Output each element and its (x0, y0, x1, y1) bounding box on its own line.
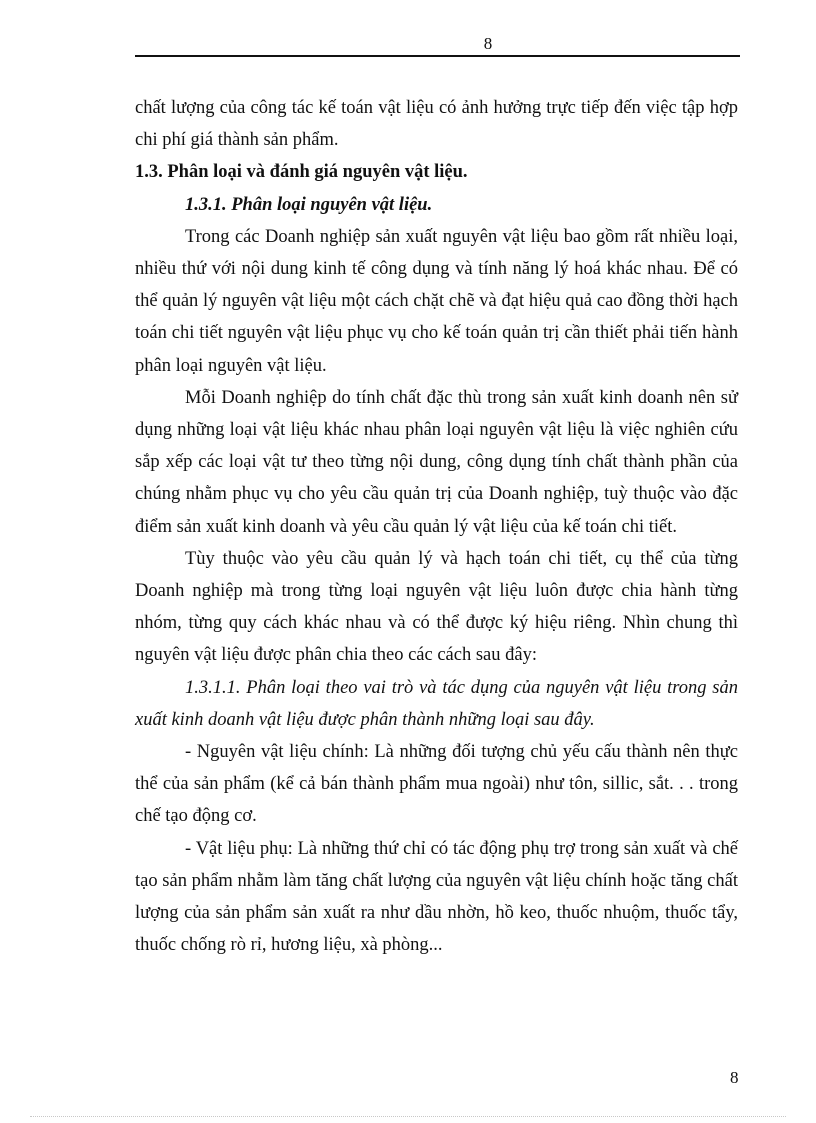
intro-paragraph: chất lượng của công tác kế toán vật liệu có ảnh hưởng trực tiếp đến việc tập hợp chi phí giá thành sản phẩm. (135, 98, 738, 151)
section-heading-1-3: 1.3. Phân loại và đánh giá nguyên vật liệu. (135, 162, 468, 183)
header-page-number: 8 (483, 34, 493, 53)
page-body (135, 92, 738, 961)
subsubsection-heading-1-3-1-1: 1.3.1.1. Phân loại theo vai trò và tác dụng của nguyên vật liệu trong sản xuất kinh doanh vật liệu được phân thành những loại sau đây. (135, 677, 738, 730)
subsection-heading-1-3-1: 1.3.1. Phân loại nguyên vật liệu. (185, 194, 433, 215)
paragraph-1: Trong các Doanh nghiệp sản xuất nguyên vật liệu bao gồm rất nhiều loại, nhiều thứ với nội dung kinh tế công dụng và tính năng lý hoá khác nhau. Để có thể quản lý nguyên vật liệu một cách chặt chẽ và đạt hiệu quả cao đồng thời hạch toán chi tiết nguyên vật liệu phục vụ cho kế toán quản trị cần thiết phải tiến hành phân loại nguyên vật liệu. (135, 226, 738, 376)
paragraph-3: Tùy thuộc vào yêu cầu quản lý và hạch toán chi tiết, cụ thể của từng Doanh nghiệp mà trong từng loại nguyên vật liệu luôn được chia hành từng nhóm, từng quy cách khác nhau và có thể được ký hiệu riêng. Nhìn chung thì nguyên vật liệu được phân chia theo các cách sau đây: (135, 548, 738, 666)
paragraph-2: Mỗi Doanh nghiệp do tính chất đặc thù trong sản xuất kinh doanh nên sử dụng những loại vật liệu khác nhau phân loại nguyên vật liệu là việc nghiên cứu sắp xếp các loại vật tư theo từng nội dung, công dụng tính chất thành phần của chúng nhằm phục vụ cho yêu cầu quản trị của Doanh nghiệp, tuỳ thuộc vào đặc điểm sản xuất kinh doanh và yêu cầu quản lý vật liệu của kế toán chi tiết. (135, 387, 738, 537)
page-bottom-dotted-border (30, 1116, 786, 1117)
paragraph-auxiliary-materials: - Vật liệu phụ: Là những thứ chỉ có tác động phụ trợ trong sản xuất và chế tạo sản phẩm nhằm làm tăng chất lượng của nguyên vật liệu chính hoặc tăng chất lượng của sản phẩm sản xuất ra như dầu nhờn, hồ keo, thuốc nhuộm, thuốc tẩy, thuốc chống rò rỉ, hương liệu, xà phòng... (135, 838, 738, 956)
footer-page-number: 8 (730, 1068, 739, 1087)
header-divider (135, 55, 740, 57)
paragraph-main-materials: - Nguyên vật liệu chính: Là những đối tượng chủ yếu cấu thành nên thực thể của sản phẩm (kể cả bán thành phẩm mua ngoài) như tôn, sillic, sắt. . . trong chế tạo động cơ. (135, 742, 738, 827)
